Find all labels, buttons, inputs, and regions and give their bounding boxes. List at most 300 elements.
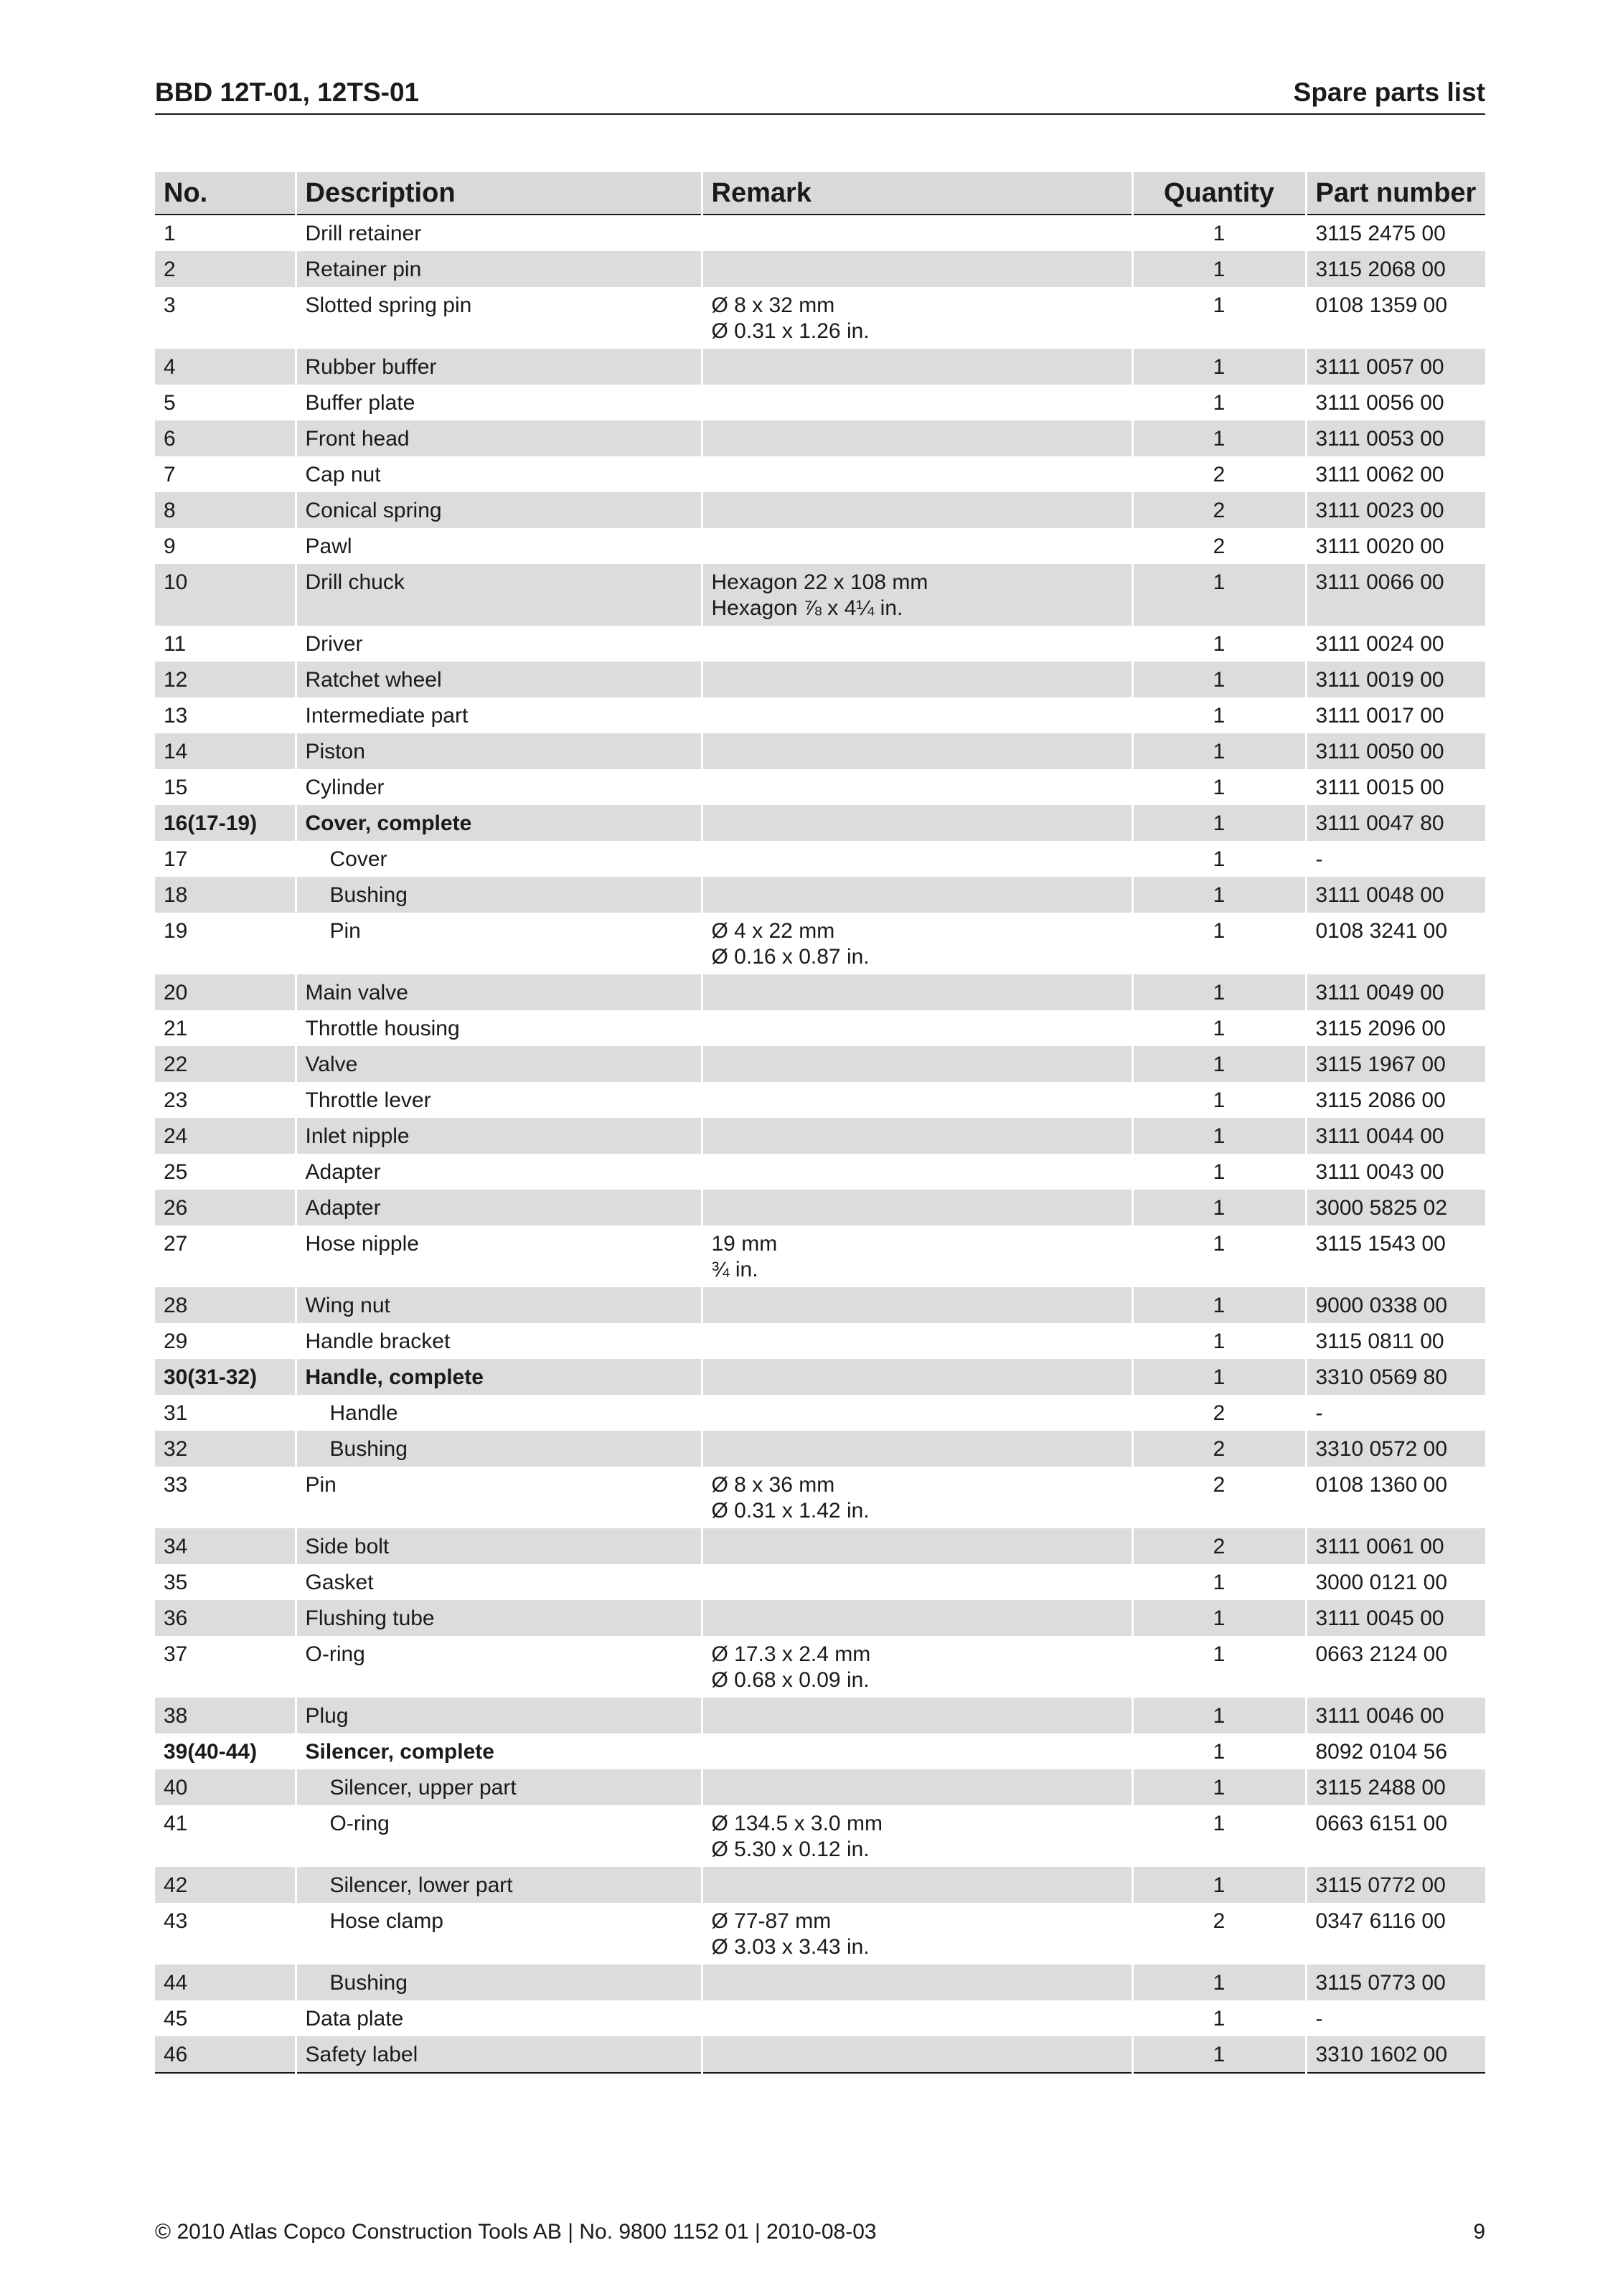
cell-description: O-ring (296, 1636, 702, 1698)
cell-quantity: 1 (1132, 1600, 1306, 1636)
table-header-row (155, 172, 1485, 215)
cell-no: 19 (155, 913, 296, 974)
table-row (155, 1323, 1485, 1359)
cell-remark (702, 626, 1132, 662)
cell-quantity: 1 (1132, 349, 1306, 385)
page-footer (155, 2220, 1485, 2244)
table-row (155, 2036, 1485, 2073)
table-row (155, 805, 1485, 841)
column-header-remark: Remark (702, 172, 1132, 215)
cell-part-number: 3111 0047 80 (1306, 805, 1485, 841)
table-row (155, 287, 1485, 349)
cell-remark (702, 769, 1132, 805)
cell-description: Buffer plate (296, 385, 702, 420)
table-row (155, 564, 1485, 626)
table-row (155, 2000, 1485, 2036)
cell-remark (702, 1395, 1132, 1431)
spare-parts-table (155, 172, 1485, 2074)
cell-description: Throttle housing (296, 1010, 702, 1046)
cell-description: Silencer, upper part (296, 1769, 702, 1805)
table-row (155, 1082, 1485, 1118)
cell-no: 44 (155, 1965, 296, 2000)
cell-part-number: 3111 0056 00 (1315, 391, 1444, 415)
table-row (155, 215, 1485, 251)
table-row (155, 1564, 1485, 1600)
cell-no: 21 (155, 1010, 296, 1046)
cell-description: Cap nut (296, 456, 702, 492)
remark-line: Ø 17.3 x 2.4 mm (711, 1642, 871, 1666)
cell-part-number: 3115 2096 00 (1315, 1017, 1446, 1040)
column-header-part-number: Part number (1306, 172, 1485, 215)
cell-description: Main valve (296, 974, 702, 1010)
cell-description: Bushing (296, 1965, 702, 2000)
cell-quantity: 1 (1132, 287, 1306, 349)
cell-no: 9 (155, 528, 296, 564)
cell-quantity: 1 (1132, 1190, 1306, 1225)
cell-remark (702, 2036, 1132, 2073)
cell-quantity: 1 (1132, 1287, 1306, 1323)
cell-quantity: 1 (1132, 1154, 1306, 1190)
cell-part-number: 3115 2086 00 (1315, 1088, 1446, 1112)
cell-description: Ratchet wheel (296, 662, 702, 697)
cell-no: 37 (155, 1636, 296, 1698)
column-header-description: Description (296, 172, 702, 215)
remark-line: Ø 134.5 x 3.0 mm (711, 1812, 883, 1835)
cell-no: 23 (155, 1082, 296, 1118)
cell-remark (702, 1323, 1132, 1359)
cell-description: Handle (296, 1395, 702, 1431)
cell-part-number: - (1315, 2007, 1323, 2031)
cell-no: 39(40-44) (155, 1733, 296, 1769)
cell-no: 8 (155, 492, 296, 528)
table-row (155, 1600, 1485, 1636)
cell-quantity: 1 (1132, 1359, 1306, 1395)
cell-remark (702, 1467, 1132, 1528)
cell-quantity: 1 (1132, 697, 1306, 733)
cell-no: 41 (155, 1805, 296, 1867)
table-row (155, 697, 1485, 733)
cell-part-number: 8092 0104 56 (1315, 1740, 1448, 1764)
cell-quantity: 1 (1132, 1118, 1306, 1154)
cell-description: Adapter (296, 1190, 702, 1225)
cell-part-number: 3111 0023 00 (1306, 492, 1485, 528)
table-row (155, 251, 1485, 287)
table-row (155, 1010, 1485, 1046)
cell-no: 28 (155, 1287, 296, 1323)
cell-remark (702, 420, 1132, 456)
table-row (155, 1636, 1485, 1698)
cell-remark (702, 1698, 1132, 1733)
cell-no: 34 (155, 1528, 296, 1564)
footer-copyright: © 2010 Atlas Copco Construction Tools AB | No. 9800 1152 01 | 2010-08-03 (155, 2220, 877, 2244)
cell-no: 35 (155, 1564, 296, 1600)
table-row (155, 385, 1485, 420)
document-title: BBD 12T-01, 12TS-01 (155, 77, 420, 107)
cell-part-number: 3111 0057 00 (1306, 349, 1485, 385)
cell-no: 7 (155, 456, 296, 492)
cell-no: 32 (155, 1431, 296, 1467)
table-row (155, 877, 1485, 913)
cell-quantity: 2 (1132, 1431, 1306, 1467)
cell-part-number: 3111 0061 00 (1306, 1528, 1485, 1564)
cell-description: Bushing (296, 877, 702, 913)
cell-no: 6 (155, 420, 296, 456)
cell-part-number: 3111 0050 00 (1306, 733, 1485, 769)
table-row (155, 1395, 1485, 1431)
cell-quantity: 1 (1132, 1733, 1306, 1769)
cell-description: Cylinder (296, 769, 702, 805)
table-row (155, 456, 1485, 492)
cell-description: Cover (296, 841, 702, 877)
cell-description: Pin (296, 913, 702, 974)
cell-quantity: 1 (1132, 1010, 1306, 1046)
cell-description: Cover, complete (296, 805, 702, 841)
cell-remark (702, 877, 1132, 913)
table-body (155, 215, 1485, 2073)
cell-description: Conical spring (296, 492, 702, 528)
cell-no: 20 (155, 974, 296, 1010)
cell-remark (702, 1965, 1132, 2000)
cell-part-number: 3115 0772 00 (1306, 1867, 1485, 1903)
remark-line: Ø 77-87 mm (711, 1909, 832, 1933)
table-row (155, 1903, 1485, 1965)
table-row (155, 662, 1485, 697)
cell-no: 14 (155, 733, 296, 769)
cell-no: 12 (155, 662, 296, 697)
cell-part-number: 3111 0046 00 (1306, 1698, 1485, 1733)
cell-part-number: 3111 0043 00 (1315, 1160, 1444, 1184)
cell-no: 3 (155, 287, 296, 349)
remark-line: Ø 3.03 x 3.43 in. (711, 1935, 870, 1959)
cell-part-number: 3115 2488 00 (1306, 1769, 1485, 1805)
table-row (155, 1733, 1485, 1769)
cell-description: Hose clamp (296, 1903, 702, 1965)
cell-part-number: 0347 6116 00 (1315, 1909, 1446, 1933)
cell-quantity: 2 (1132, 1395, 1306, 1431)
cell-quantity: 2 (1132, 528, 1306, 564)
cell-part-number: 3115 2475 00 (1315, 222, 1446, 245)
cell-part-number: 3115 2068 00 (1306, 251, 1485, 287)
cell-remark (702, 2000, 1132, 2036)
cell-quantity: 1 (1132, 1636, 1306, 1698)
cell-remark (702, 1287, 1132, 1323)
cell-part-number: 3115 1967 00 (1306, 1046, 1485, 1082)
cell-remark (702, 1010, 1132, 1046)
cell-quantity: 1 (1132, 1225, 1306, 1287)
cell-quantity: 1 (1132, 1769, 1306, 1805)
remark-line: Ø 0.16 x 0.87 in. (711, 945, 870, 969)
table-row (155, 492, 1485, 528)
cell-remark (702, 1431, 1132, 1467)
cell-no: 13 (155, 697, 296, 733)
cell-quantity: 1 (1132, 1323, 1306, 1359)
cell-remark (702, 492, 1132, 528)
cell-description: Silencer, complete (296, 1733, 702, 1769)
cell-part-number: 0663 6151 00 (1315, 1812, 1448, 1835)
cell-no: 38 (155, 1698, 296, 1733)
remark-line: Hexagon 22 x 108 mm (711, 570, 928, 594)
table-row (155, 1190, 1485, 1225)
table-row (155, 1467, 1485, 1528)
cell-no: 4 (155, 349, 296, 385)
cell-part-number: 3111 0062 00 (1315, 463, 1444, 486)
cell-no: 36 (155, 1600, 296, 1636)
table-row (155, 974, 1485, 1010)
table-row (155, 1118, 1485, 1154)
cell-description: Slotted spring pin (296, 287, 702, 349)
cell-quantity: 1 (1132, 251, 1306, 287)
cell-remark (702, 1118, 1132, 1154)
cell-quantity: 1 (1132, 877, 1306, 913)
cell-no: 24 (155, 1118, 296, 1154)
cell-no: 45 (155, 2000, 296, 2036)
cell-quantity: 1 (1132, 1082, 1306, 1118)
cell-quantity: 1 (1132, 805, 1306, 841)
cell-part-number: - (1315, 847, 1323, 871)
table-row (155, 733, 1485, 769)
cell-part-number: 3111 0019 00 (1306, 662, 1485, 697)
cell-quantity: 2 (1132, 1528, 1306, 1564)
cell-no: 42 (155, 1867, 296, 1903)
cell-part-number: - (1315, 1401, 1323, 1425)
table-row (155, 1225, 1485, 1287)
cell-remark (702, 733, 1132, 769)
cell-quantity: 1 (1132, 420, 1306, 456)
cell-part-number: 0108 1360 00 (1315, 1473, 1448, 1497)
cell-no: 25 (155, 1154, 296, 1190)
cell-part-number: 0663 2124 00 (1315, 1642, 1448, 1666)
column-header-quantity: Quantity (1132, 172, 1306, 215)
cell-part-number: 3115 1543 00 (1315, 1232, 1446, 1256)
cell-description: Driver (296, 626, 702, 662)
cell-description: Hose nipple (296, 1225, 702, 1287)
cell-description: Safety label (296, 2036, 702, 2073)
cell-part-number: 3111 0020 00 (1315, 535, 1444, 558)
cell-remark (702, 251, 1132, 287)
cell-description: Pawl (296, 528, 702, 564)
cell-quantity: 2 (1132, 1467, 1306, 1528)
table-row (155, 349, 1485, 385)
table-row (155, 1287, 1485, 1323)
cell-remark (702, 1805, 1132, 1867)
cell-remark (702, 456, 1132, 492)
cell-remark (702, 1528, 1132, 1564)
cell-quantity: 1 (1132, 626, 1306, 662)
cell-description: Drill retainer (296, 215, 702, 251)
cell-quantity: 1 (1132, 1046, 1306, 1082)
cell-remark (702, 662, 1132, 697)
cell-remark (702, 1082, 1132, 1118)
cell-part-number: 3000 5825 02 (1306, 1190, 1485, 1225)
cell-part-number: 3111 0053 00 (1306, 420, 1485, 456)
cell-no: 33 (155, 1467, 296, 1528)
cell-no: 2 (155, 251, 296, 287)
column-header-no: No. (155, 172, 296, 215)
cell-part-number: 3111 0015 00 (1315, 776, 1444, 799)
cell-description: Throttle lever (296, 1082, 702, 1118)
remark-line: Ø 0.31 x 1.42 in. (711, 1499, 870, 1523)
table-row (155, 1698, 1485, 1733)
cell-part-number: 3111 0045 00 (1306, 1600, 1485, 1636)
cell-no: 40 (155, 1769, 296, 1805)
cell-remark (702, 841, 1132, 877)
table-row (155, 769, 1485, 805)
cell-remark (702, 1903, 1132, 1965)
cell-remark (702, 805, 1132, 841)
cell-no: 15 (155, 769, 296, 805)
cell-no: 1 (155, 215, 296, 251)
remark-line: Ø 8 x 36 mm (711, 1473, 835, 1497)
remark-line: Ø 0.68 x 0.09 in. (711, 1668, 870, 1692)
cell-remark (702, 564, 1132, 626)
cell-no: 30(31-32) (155, 1359, 296, 1395)
remark-line: 19 mm (711, 1232, 778, 1256)
cell-part-number: 3000 0121 00 (1315, 1571, 1448, 1594)
cell-description: Data plate (296, 2000, 702, 2036)
cell-quantity: 1 (1132, 1564, 1306, 1600)
table-row (155, 626, 1485, 662)
cell-quantity: 2 (1132, 492, 1306, 528)
table-row (155, 841, 1485, 877)
cell-part-number: 3115 0773 00 (1306, 1965, 1485, 2000)
cell-part-number: 3111 0066 00 (1306, 564, 1485, 626)
cell-description: Rubber buffer (296, 349, 702, 385)
cell-part-number: 3115 0811 00 (1315, 1330, 1444, 1353)
page-header (155, 77, 1485, 115)
cell-description: Pin (296, 1467, 702, 1528)
cell-quantity: 1 (1132, 913, 1306, 974)
cell-remark (702, 1225, 1132, 1287)
cell-quantity: 1 (1132, 1867, 1306, 1903)
cell-quantity: 1 (1132, 662, 1306, 697)
cell-no: 22 (155, 1046, 296, 1082)
cell-part-number: 3111 0024 00 (1315, 632, 1444, 656)
cell-quantity: 1 (1132, 974, 1306, 1010)
cell-remark (702, 1154, 1132, 1190)
cell-quantity: 2 (1132, 1903, 1306, 1965)
cell-quantity: 2 (1132, 456, 1306, 492)
cell-remark (702, 1733, 1132, 1769)
cell-quantity: 1 (1132, 2036, 1306, 2073)
cell-quantity: 1 (1132, 1805, 1306, 1867)
cell-part-number: 3111 0048 00 (1306, 877, 1485, 913)
cell-remark (702, 697, 1132, 733)
cell-part-number: 3310 0572 00 (1306, 1431, 1485, 1467)
cell-description: Side bolt (296, 1528, 702, 1564)
cell-remark (702, 913, 1132, 974)
table-row (155, 1769, 1485, 1805)
cell-no: 11 (155, 626, 296, 662)
cell-remark (702, 287, 1132, 349)
cell-no: 26 (155, 1190, 296, 1225)
cell-part-number: 3111 0017 00 (1315, 704, 1444, 728)
cell-description: Flushing tube (296, 1600, 702, 1636)
cell-part-number: 0108 3241 00 (1315, 919, 1448, 943)
cell-part-number: 3111 0049 00 (1306, 974, 1485, 1010)
cell-quantity: 1 (1132, 769, 1306, 805)
cell-no: 18 (155, 877, 296, 913)
remark-line: ¾ in. (711, 1258, 758, 1281)
cell-no: 31 (155, 1395, 296, 1431)
cell-part-number: 9000 0338 00 (1306, 1287, 1485, 1323)
page-number: 9 (1473, 2220, 1485, 2244)
cell-no: 43 (155, 1903, 296, 1965)
table-row (155, 1046, 1485, 1082)
table-row (155, 420, 1485, 456)
section-title: Spare parts list (1293, 77, 1485, 107)
table-row (155, 528, 1485, 564)
cell-description: Plug (296, 1698, 702, 1733)
table-row (155, 1867, 1485, 1903)
cell-no: 16(17-19) (155, 805, 296, 841)
remark-line: Ø 4 x 22 mm (711, 919, 835, 943)
cell-remark (702, 1564, 1132, 1600)
cell-remark (702, 1867, 1132, 1903)
cell-no: 5 (155, 385, 296, 420)
cell-no: 17 (155, 841, 296, 877)
cell-quantity: 1 (1132, 385, 1306, 420)
table-row (155, 1528, 1485, 1564)
cell-description: Handle bracket (296, 1323, 702, 1359)
cell-description: Valve (296, 1046, 702, 1082)
cell-description: O-ring (296, 1805, 702, 1867)
cell-quantity: 1 (1132, 733, 1306, 769)
cell-description: Bushing (296, 1431, 702, 1467)
cell-description: Adapter (296, 1154, 702, 1190)
table-row (155, 1359, 1485, 1395)
cell-description: Gasket (296, 1564, 702, 1600)
table-row (155, 1154, 1485, 1190)
table-row (155, 913, 1485, 974)
remark-line: Ø 0.31 x 1.26 in. (711, 319, 870, 343)
cell-no: 27 (155, 1225, 296, 1287)
cell-remark (702, 1600, 1132, 1636)
cell-description: Drill chuck (296, 564, 702, 626)
cell-remark (702, 974, 1132, 1010)
cell-no: 10 (155, 564, 296, 626)
table-row (155, 1805, 1485, 1867)
cell-description: Inlet nipple (296, 1118, 702, 1154)
cell-quantity: 1 (1132, 1965, 1306, 2000)
cell-description: Piston (296, 733, 702, 769)
cell-part-number: 3310 1602 00 (1306, 2036, 1485, 2073)
cell-remark (702, 1190, 1132, 1225)
remark-line: Ø 8 x 32 mm (711, 293, 835, 317)
cell-part-number: 3111 0044 00 (1306, 1118, 1485, 1154)
cell-remark (702, 215, 1132, 251)
cell-remark (702, 385, 1132, 420)
cell-remark (702, 349, 1132, 385)
cell-description: Intermediate part (296, 697, 702, 733)
remark-line: Ø 5.30 x 0.12 in. (711, 1838, 870, 1861)
cell-quantity: 1 (1132, 1698, 1306, 1733)
cell-description: Silencer, lower part (296, 1867, 702, 1903)
cell-part-number: 3310 0569 80 (1306, 1359, 1485, 1395)
cell-description: Retainer pin (296, 251, 702, 287)
cell-description: Handle, complete (296, 1359, 702, 1395)
cell-quantity: 1 (1132, 564, 1306, 626)
cell-remark (702, 1636, 1132, 1698)
cell-no: 46 (155, 2036, 296, 2073)
cell-quantity: 1 (1132, 2000, 1306, 2036)
cell-description: Wing nut (296, 1287, 702, 1323)
table-row (155, 1431, 1485, 1467)
cell-part-number: 0108 1359 00 (1315, 293, 1448, 317)
remark-line: Hexagon ⅞ x 4¼ in. (711, 596, 903, 620)
cell-quantity: 1 (1132, 215, 1306, 251)
table-row (155, 1965, 1485, 2000)
cell-no: 29 (155, 1323, 296, 1359)
